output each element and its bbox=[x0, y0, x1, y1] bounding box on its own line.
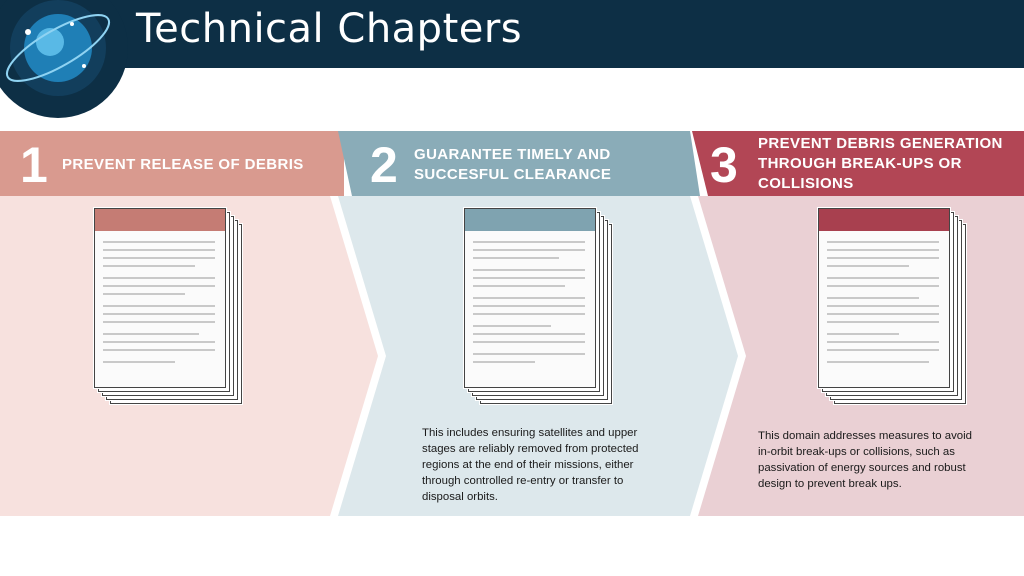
chapter-3-number: 3 bbox=[710, 137, 738, 193]
page-title: Technical Chapters bbox=[136, 6, 523, 52]
chapter-2-title-line: GUARANTEE TIMELY AND bbox=[414, 146, 611, 163]
chapter-2-description-line: through controlled re-entry or transfer to bbox=[422, 475, 624, 487]
chapter-3-description-line: in-orbit break-ups or collisions, such as bbox=[758, 446, 955, 458]
chapter-3-description bbox=[758, 428, 1002, 492]
chapter-2-description-line: stages are reliably removed from protected bbox=[422, 443, 639, 455]
chapter-2-title-line: SUCCESFUL CLEARANCE bbox=[414, 166, 612, 183]
chapter-3-document-thumbnail bbox=[818, 208, 952, 390]
chapter-1-title bbox=[62, 155, 304, 175]
chapter-2-description-line: disposal orbits. bbox=[422, 491, 498, 503]
chapter-3-title-line: PREVENT DEBRIS GENERATION bbox=[758, 135, 1003, 152]
chapter-3-description-line: This domain addresses measures to avoid bbox=[758, 430, 972, 442]
chapter-2-title bbox=[414, 145, 611, 185]
chapter-2-description bbox=[422, 425, 668, 505]
chapter-1-number: 1 bbox=[20, 137, 48, 193]
chapter-2-number: 2 bbox=[370, 137, 398, 193]
header-bar bbox=[0, 0, 1024, 68]
chapter-2-document-thumbnail bbox=[464, 208, 598, 390]
chapter-3-title-line: COLLISIONS bbox=[758, 175, 854, 192]
chapter-3-description-line: passivation of energy sources and robust bbox=[758, 462, 966, 474]
chapter-2-description-line: This includes ensuring satellites and upper bbox=[422, 427, 638, 439]
agency-logo bbox=[0, 0, 128, 118]
chapter-3-title-line: THROUGH BREAK-UPS OR bbox=[758, 155, 962, 172]
chapter-3-title bbox=[758, 134, 1003, 194]
chapter-2-description-line: regions at the end of their missions, either bbox=[422, 459, 634, 471]
chapter-3-description-line: design to prevent break ups. bbox=[758, 478, 902, 490]
planet-orbit-icon bbox=[0, 0, 128, 118]
chapter-1-title-line: PREVENT RELEASE OF DEBRIS bbox=[62, 156, 304, 173]
chapter-1-document-thumbnail bbox=[94, 208, 228, 390]
